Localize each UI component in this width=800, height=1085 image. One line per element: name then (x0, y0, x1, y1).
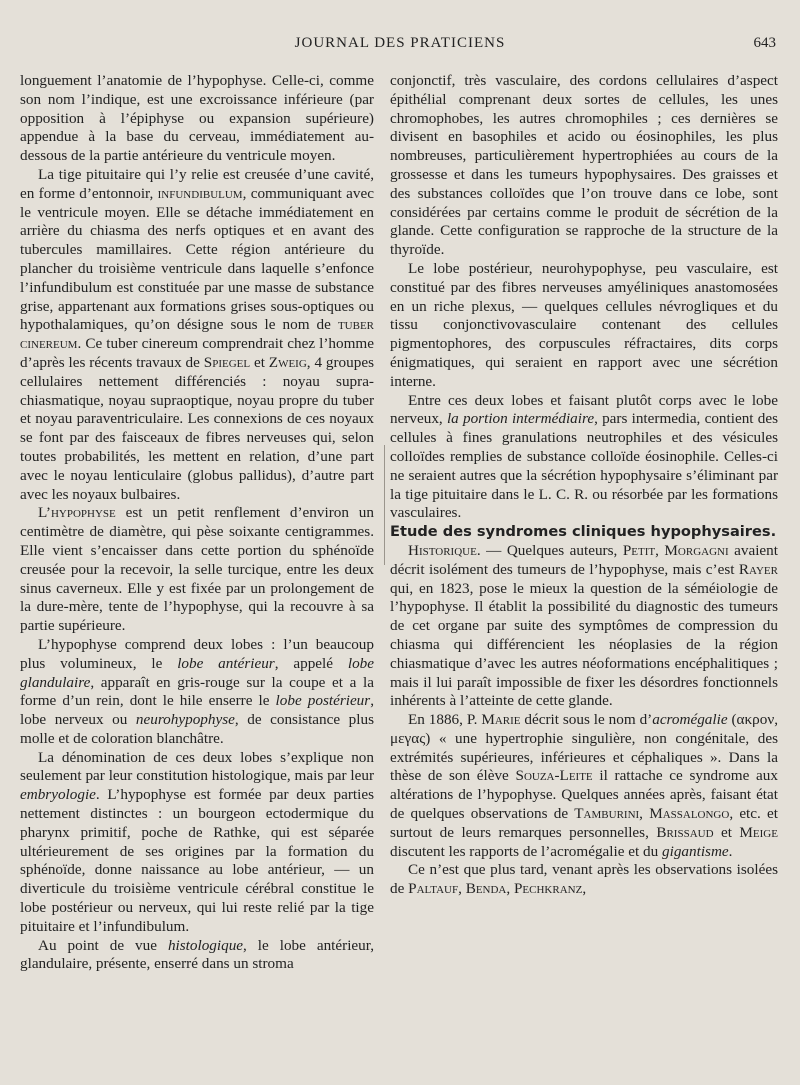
text-run: , de consistance plus molle et de coloration blanchâtre. (20, 711, 374, 747)
section-heading (390, 523, 778, 542)
text-run: , (458, 880, 466, 898)
paragraph (390, 260, 778, 392)
text-run: il rattache ce syndrome aux altérations de l’hypophyse. Quelques années après, faisant état de quelques observations de (390, 767, 778, 823)
italic-term: lobe postérieur (275, 692, 371, 710)
text-run: décrit sous le nom d’ (520, 711, 653, 729)
text-run: qui, en 1823, pose le mieux la question de la séméiologie de l’hypophyse. Il établit la possibilité du diagnostic des tumeurs de cet organe par suite des symptômes de compression du chiasma qui différencient les néoplasies de la région chiasmatique d’avec les autres néoformations encéphalitiques ; mais il lui paraît impossible de fixer les désordres fonctionnels inhérents à l’atteinte de cette glande. (390, 579, 778, 710)
name-small-caps: hypophyse (50, 504, 116, 522)
italic-term: lobe glandulaire (20, 654, 374, 691)
name-small-caps: Paltauf (408, 880, 459, 898)
text-run: Ce n’est que plus tard, venant après les observations isolées de (390, 861, 778, 898)
text-run: avaient décrit isolément des tumeurs de l’hypophyse, mais c’est (390, 541, 778, 578)
text-run: , lobe nerveux ou (20, 692, 374, 729)
right-column (390, 72, 778, 899)
italic-term: neurohypophyse (135, 711, 235, 729)
name-small-caps: Benda (465, 880, 507, 898)
text-run: , appelé (274, 654, 348, 672)
name-small-caps: infundibulum (157, 184, 243, 202)
name-small-caps: tuber cinereum (20, 316, 374, 353)
name-small-caps: Pechkranz (513, 880, 583, 898)
text-run: longuement l’anatomie de l’hypophyse. Celle-ci, comme son nom l’indique, est une excroissance inférieure (par opposition à l’épiphyse ou expansion supérieure) appendue à la base du cerveau, immédiatement au-dessous de la partie antérieure du ventricule moyen. (20, 72, 374, 165)
text-run: L’hypophyse comprend deux lobes : l’un beaucoup plus volumineux, le (20, 635, 374, 672)
name-small-caps: Petit (622, 541, 656, 559)
name-small-caps: Marie (481, 711, 521, 729)
text-run: . Ce tuber cinereum comprendrait chez l’homme d’après les récents travaux de (20, 335, 374, 371)
name-small-caps: Brissaud (656, 823, 714, 841)
text-run: Etude des syndromes cliniques hypophysaires. (390, 523, 777, 541)
text-run: , (655, 541, 665, 559)
journal-title: JOURNAL DES PRATICIENS (294, 35, 506, 51)
text-run: , pars intermedia, contient des cellules à fines granulations neutrophiles et des vésicules colloïdes remplies de substance colloïde éosinophile. Celles-ci ne seraient autres que la sécrétion hypophysaire s’éliminant par la tige pituitaire dans le L. C. R. ou résorbée par les formations vasculaires. (390, 410, 778, 522)
text-run: , (582, 880, 587, 898)
paragraph (390, 72, 778, 260)
italic-term: la portion intermédiaire (446, 410, 595, 428)
text-run: . — Quelques auteurs, (476, 541, 623, 559)
text-run: La dénomination de ces deux lobes s’explique non seulement par leur constitution histologique, mais par leur (20, 748, 374, 785)
paragraph (20, 749, 374, 937)
text-run: est un petit renflement d’environ un centimètre de diamètre, qui pèse soixante centigrammes. Elle vient s’encaisser dans cette portion du sphénoïde creusée pour la recevoir, la selle turcique, entre les deux sinus caverneux. Elle y est fixée par un prolongement de la dure-mère, tente de l’hypophyse, qui la recouvre à sa partie supérieure. (20, 504, 374, 635)
text-run: . (728, 842, 733, 860)
paragraph (390, 861, 778, 899)
italic-term: acromégalie (652, 711, 728, 729)
text-run: En 1886, P. (408, 711, 482, 729)
text-run: , apparaît en gris-rouge sur la coupe et a la forme d’un rein, dont le hile enserre le (20, 673, 374, 710)
paragraph (20, 504, 374, 636)
text-run: et (250, 353, 269, 371)
name-small-caps: Historique (408, 541, 477, 559)
page-number: 643 (753, 35, 776, 51)
name-small-caps: Meige (739, 823, 778, 841)
text-run: discutent les rapports de l’acromégalie et du (390, 842, 663, 860)
text-run: , (639, 805, 650, 823)
name-small-caps: Souza-Leite (515, 767, 593, 785)
paragraph (20, 72, 374, 166)
text-run: . L’hypophyse est formée par deux parties nettement distinctes : un bourgeon ectodermique du pharynx primitif, poche de Rathke, qui est séparée ultérieurement de ses origines par la formation du sphénoïde, donne naissance au lobe antérieur, — un diverticule du troisième ventricule cérébral constitue le lobe postérieur ou nerveux, qui lui reste relié par la tige pituitaire et l’infundibulum. (20, 786, 374, 935)
text-run: , (506, 880, 514, 898)
paragraph (20, 636, 374, 749)
name-small-caps: Massalongo (649, 805, 730, 823)
text-run: Entre ces deux lobes et faisant plutôt corps avec le lobe nerveux, (390, 391, 778, 428)
text-run: , 4 groupes cellulaires nettement différenciés : noyau supra-chiasmatique, noyau supraoptique, noyau propre du tuber et noyau paraventriculaire. Les connexions de ces noyaux se font par des faisceaux de fibres nerveuses qui, selon toutes probabilités, les mettent en relation, d’une part avec le noyau lenticulaire (globus pallidus), d’autre part avec les noyaux bulbaires. (20, 353, 374, 503)
italic-term: embryologie (20, 786, 96, 804)
italic-term: histologique (167, 936, 244, 954)
name-small-caps: Morgagni (664, 541, 729, 559)
paragraph (390, 711, 778, 861)
paragraph (390, 542, 778, 711)
italic-term: lobe antérieur (177, 654, 275, 672)
text-run: (ακρον, μεγας) « une hypertrophie singulière, non congénitale, des extrémités supérieures, inférieures et céphaliques ». Dans la thèse de son élève (390, 711, 778, 785)
text-run: , communiquant avec le ventricule moyen. Elle se détache immédiatement en arrière du chiasma des nerfs optiques et en avant des tubercules mamillaires. Cette région antérieure du plancher du troisième ventricule dans laquelle s’enfonce l’infundibulum est constituée par une masse de substance grise, appartenant aux formations grises sous-optiques ou hypothalamiques, qu’on désigne sous le nom de (20, 184, 374, 334)
name-small-caps: Tamburini (574, 805, 640, 823)
paragraph (20, 937, 374, 975)
text-run: L’ (38, 504, 51, 522)
left-column (20, 72, 374, 974)
italic-term: gigantisme (662, 842, 729, 860)
text-run: La tige pituitaire qui l’y relie est creusée d’une cavité, en forme d’entonnoir, (20, 165, 374, 202)
text-run: et (713, 823, 740, 841)
column-divider (384, 445, 385, 565)
name-small-caps: Rayer (738, 560, 778, 578)
text-run: conjonctif, très vasculaire, des cordons cellulaires d’aspect épithélial comprenant deux sortes de cellules, les unes chromophobes, les autres chromophiles ; ces dernières se divisent en basophiles et acido ou éosinophiles, les plus nombreuses, particulièrement hypertrophiées au cours de la grossesse et dans les tumeurs hypophysaires. Des graisses et des substances colloïdes que l’on trouve dans ce lobe, sont considérées par certains comme le produit de sécrétion de la glande. Cette configuration se rapproche de la structure de la thyroïde. (390, 72, 778, 259)
text-run: Au point de vue (38, 936, 168, 954)
text-run: Le lobe postérieur, neurohypophyse, peu vasculaire, est constitué par des fibres nerveuses amyéliniques anastomosées en un riche plexus, — quelques cellules névrogliques et du tissu conjonctivovasculaire contenant des cellules pigmentophores, des corpuscules réfractaires, dits corps énigmatiques, qui seraient en rapport avec une sécrétion interne. (390, 259, 778, 390)
page-header (0, 35, 800, 57)
text-run: , etc. et surtout de leurs remarques personnelles, (390, 805, 778, 841)
text-run: , le lobe antérieur, glandulaire, présente, enserré dans un stroma (20, 936, 375, 973)
paragraph (20, 166, 374, 504)
paragraph (390, 392, 778, 524)
name-small-caps: Zweig (268, 353, 307, 371)
name-small-caps: Spiegel (203, 353, 251, 371)
